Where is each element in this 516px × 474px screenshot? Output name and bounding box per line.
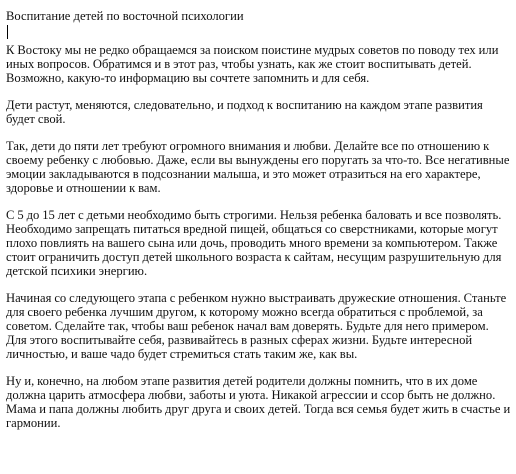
paragraph: К Востоку мы не редко обращаемся за поиском поистине мудрых советов по поводу тех или иных вопросов. Обратимся и в этот раз, чтобы узнать, как же стоит воспитывать детей. Возможно, какую-то информацию вы сочтете запомнить и для себя.: [6, 43, 499, 85]
document-body[interactable]: [6, 9, 512, 430]
paragraph: Ну и, конечно, на любом этапе развития детей родители должны помнить, что в их доме должна царить атмосфера любви, заботы и уюта. Никакой агрессии и ссор быть не должно. Мама и папа должны любить друг друга и своих детей. Тогда вся семья будет жить в счастье и гармонии.: [6, 374, 511, 430]
paragraph: Так, дети до пяти лет требуют огромного внимания и любви. Делайте все по отношению к своему ребенку с любовью. Даже, если вы вынуждены его поругать за что-то. Все негативные эмоции закладываются в подсознании малыша, и это может отразиться на его характере, здоровье и отношении к вам.: [6, 139, 510, 195]
text-cursor: [7, 25, 8, 39]
paragraph: Дети растут, меняются, следовательно, и подход к воспитанию на каждом этапе развития будет свой.: [6, 98, 483, 126]
paragraph: С 5 до 15 лет с детьми необходимо быть строгими. Нельзя ребенка баловать и все позволять. Необходимо запрещать питаться вредной пищей, общаться со сверстниками, которые могут плохо повлиять на вашего сына или дочь, проводить много времени за компьютером. Также стоит ограничить доступ детей школьного возраста к сайтам, несущим разрушительную для детской психики энергию.: [6, 208, 502, 278]
document-title: Воспитание детей по восточной психологии: [6, 9, 244, 23]
paragraph: Начиная со следующего этапа с ребенком нужно выстраивать дружеские отношения. Станьте для своего ребенка лучшим другом, к которому можно всегда обратиться с проблемой, за советом. Сделайте так, чтобы ваш ребенок начал вам доверять. Будьте для него примером. Для этого воспитывайте себя, развивайтесь в разных сферах жизни. Будьте интересной личностью, и ваше чадо будет стремиться стать таким же, как вы.: [6, 291, 507, 361]
